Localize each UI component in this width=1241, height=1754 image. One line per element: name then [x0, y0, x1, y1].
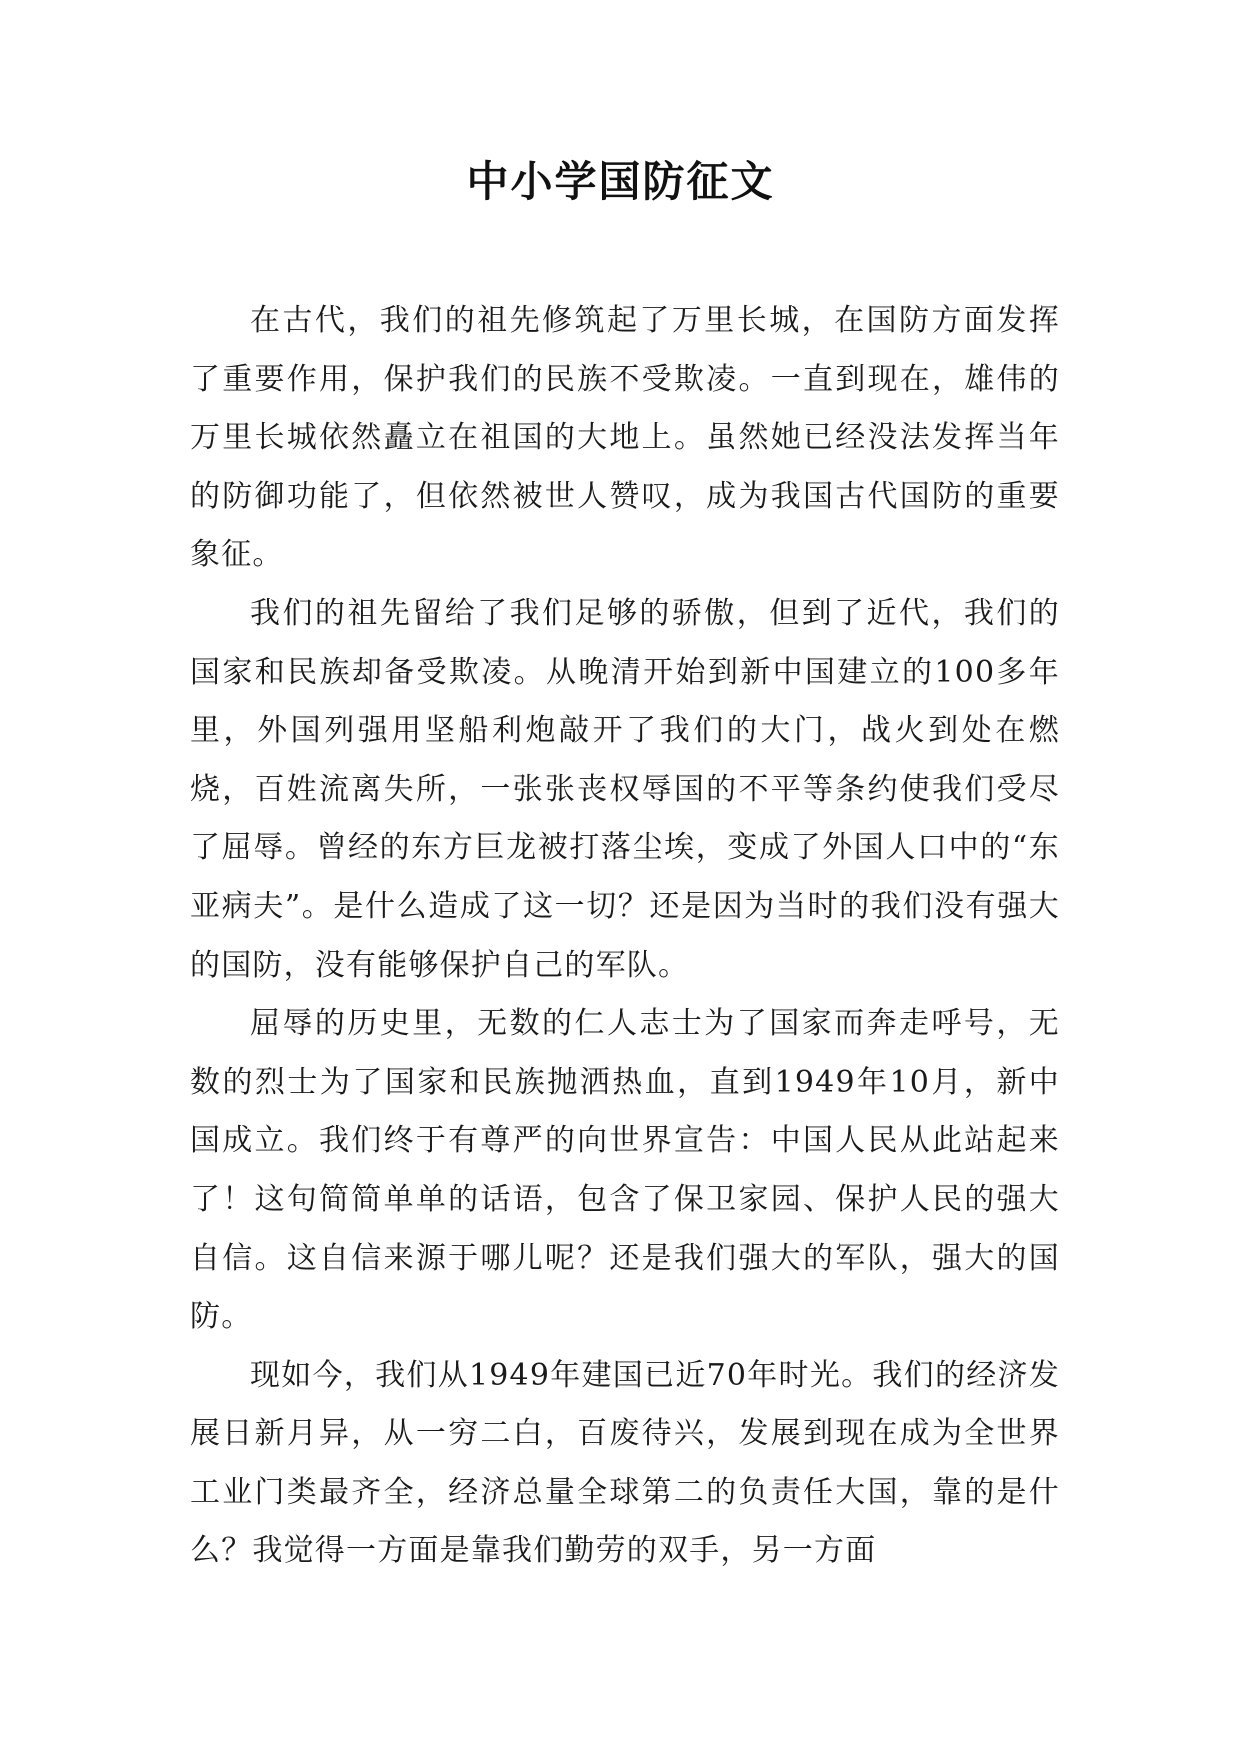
paragraph-present-day: 现如今，我们从1949年建国已近70年时光。我们的经济发展日新月异，从一穷二白，百废待兴，发展到现在成为全世界工业门类最齐全，经济总量全球第二的负责任大国，靠的是什么？我觉得一方面是靠我们勤劳的双手，另一方面 [190, 1357, 1060, 1569]
document-title: 中小学国防征文 [466, 157, 775, 206]
document-body [190, 292, 1060, 1581]
paragraph-great-wall: 在古代，我们的祖先修筑起了万里长城，在国防方面发挥了重要作用，保护我们的民族不受欺凌。一直到现在，雄伟的万里长城依然矗立在祖国的大地上。虽然她已经没法发挥当年的防御功能了，但依然被世人赞叹，成为我国古代国防的重要象征。 [190, 303, 1060, 573]
paragraph-modern-humiliation: 我们的祖先留给了我们足够的骄傲，但到了近代，我们的国家和民族却备受欺凌。从晚清开始到新中国建立的100多年里，外国列强用坚船利炮敲开了我们的大门，战火到处在燃烧，百姓流离失所，一张张丧权辱国的不平等条约使我们受尽了屈辱。曾经的东方巨龙被打落尘埃，变成了外国人口中的“东亚病夫”。是什么造成了这一切？还是因为当时的我们没有强大的国防，没有能够保护自己的军队。 [190, 595, 1060, 983]
paragraph-new-china: 屈辱的历史里，无数的仁人志士为了国家而奔走呼号，无数的烈士为了国家和民族抛洒热血，直到1949年10月，新中国成立。我们终于有尊严的向世界宣告：中国人民从此站起来了！这句简简单单的话语，包含了保卫家园、保护人民的强大自信。这自信来源于哪儿呢？还是我们强大的军队，强大的国防。 [190, 1006, 1060, 1335]
